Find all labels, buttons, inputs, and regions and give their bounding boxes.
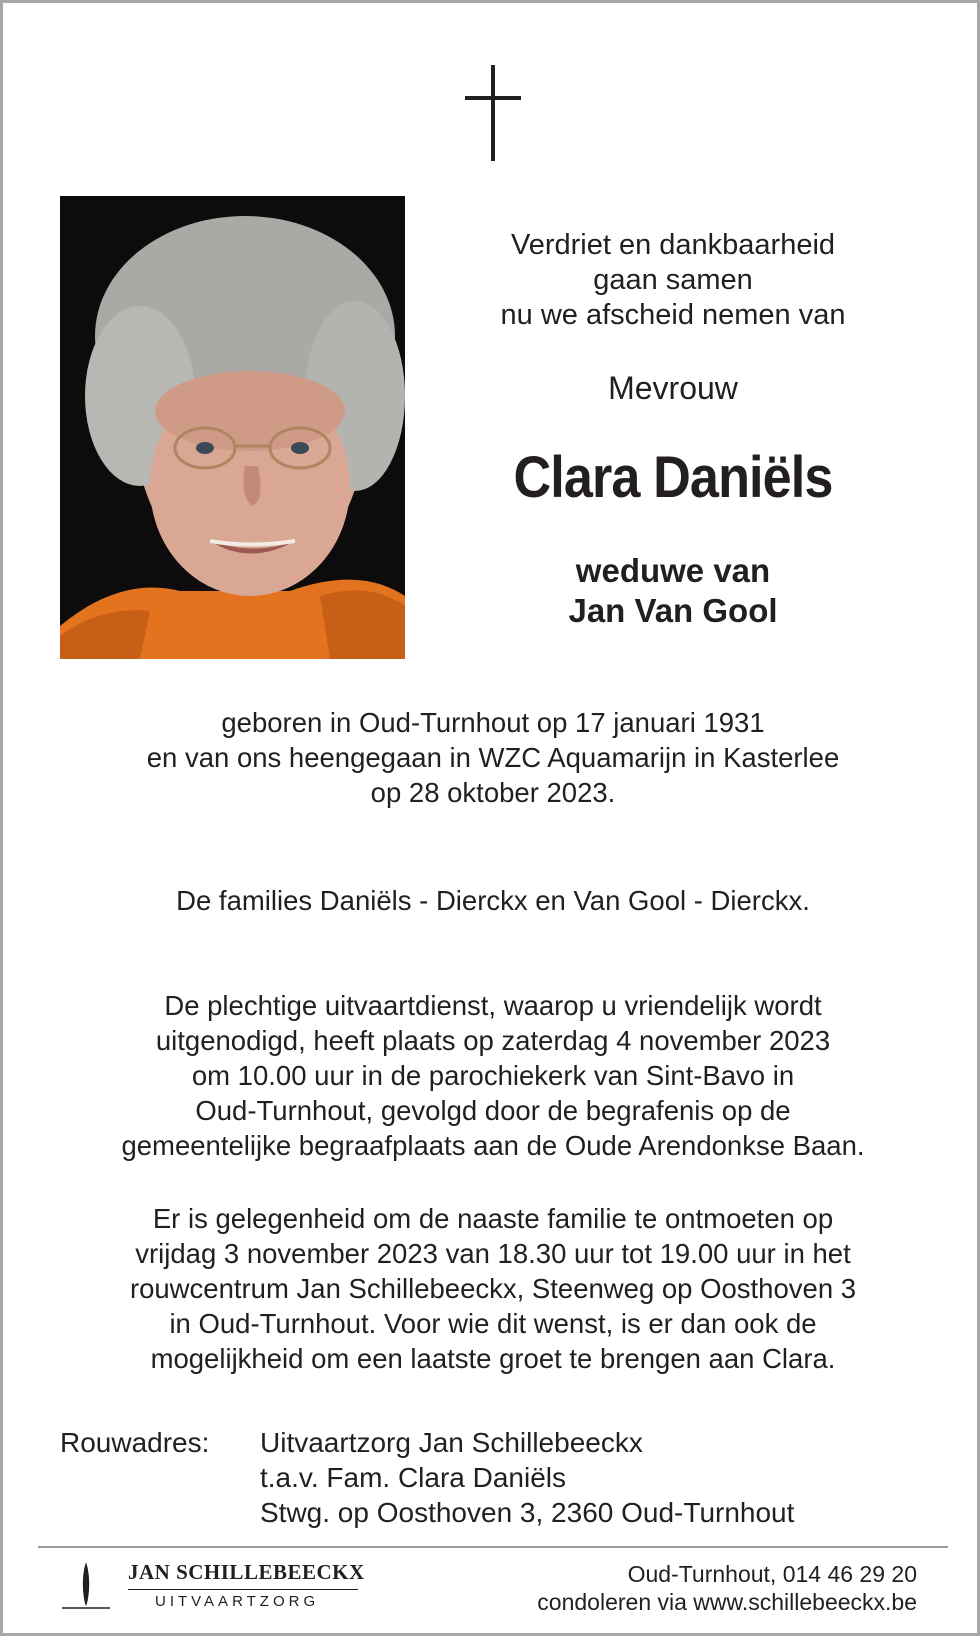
intro-text: Verdriet en dankbaarheid gaan samen nu we afscheid nemen van — [500, 229, 846, 331]
families-text: De families Daniëls - Dierckx en Van Gool - Dierckx. — [176, 885, 810, 916]
ceremony-text: De plechtige uitvaartdienst, waarop u vriendelijk wordt uitgenodigd, heeft plaats op zaterdag 4 november 2023 om 10.00 uur in de parochiekerk van Sint-Bavo in Oud-Turnhout, gevolgd door de begrafenis op de gemeentelijke begraafplaats aan de Oude Arendonkse Baan. — [121, 990, 865, 1161]
contact-phone: Oud-Turnhout, 014 46 29 20 — [627, 1561, 917, 1587]
cypress-tree-icon — [60, 1560, 112, 1612]
funeral-home-logo — [60, 1558, 365, 1618]
salutation: Mevrouw — [608, 370, 738, 406]
footer-contact — [537, 1560, 917, 1616]
logo-name: JAN SCHILLEBEECKX — [128, 1560, 365, 1584]
portrait-photo — [60, 196, 405, 659]
meeting-text: Er is gelegenheid om de naaste familie te ontmoeten op vrijdag 3 november 2023 van 18.30 uur tot 19.00 uur in het rouwcentrum Jan Schillebeeckx, Steenweg op Oosthoven 3 in Oud-Turnhout. Voor wie dit wenst, is er dan ook de mogelijkheid om een laatste groet te brengen aan Clara. — [129, 1203, 857, 1374]
address-label: Rouwadres: — [60, 1427, 210, 1458]
deceased-name: Clara Daniëls — [513, 445, 833, 510]
logo-subtitle: UITVAARTZORG — [155, 1593, 320, 1610]
footer-divider — [38, 1546, 948, 1548]
widow-of: weduwe van Jan Van Gool — [568, 552, 778, 629]
birth-death-text: geboren in Oud-Turnhout op 17 januari 1931 en van ons heengegaan in WZC Aquamarijn in Kasterlee op 28 oktober 2023. — [146, 707, 840, 808]
address-lines: Uitvaartzorg Jan Schillebeeckx t.a.v. Fam. Clara Daniëls Stwg. op Oosthoven 3, 2360 Oud-Turnhout — [260, 1427, 795, 1528]
cross-icon — [465, 65, 521, 161]
contact-website[interactable]: condoleren via www.schillebeeckx.be — [537, 1589, 917, 1615]
